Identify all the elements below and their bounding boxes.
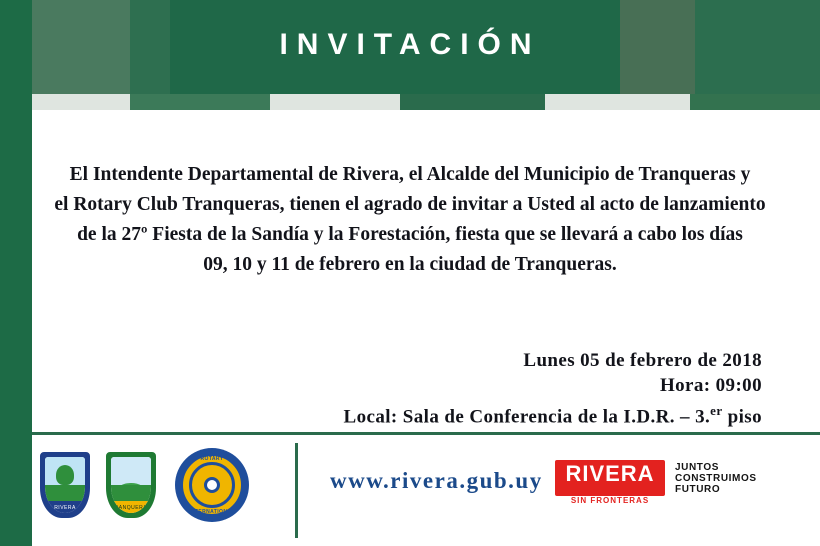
- invitation-line-1: El Intendente Departamental de Rivera, el Alcalde del Municipio de Tranqueras y: [69, 164, 751, 185]
- header-block-2: [130, 94, 270, 110]
- rivera-logo: [555, 460, 785, 510]
- escudo-rivera-icon: [40, 452, 90, 518]
- rotary-top-label: ROTARY: [200, 456, 224, 462]
- left-green-band: [0, 0, 32, 546]
- rivera-logo-word: RIVERA: [565, 461, 655, 486]
- escudo-tranqueras-label: TRANQUERAS: [111, 504, 151, 511]
- website-url[interactable]: www.rivera.gub.uy: [330, 468, 543, 493]
- event-location-prefix: Local: Sala de Conferencia de la I.D.R. – 3.: [343, 406, 711, 428]
- header-block-group: [0, 94, 820, 110]
- rivera-logo-subtitle: SIN FRONTERAS: [570, 496, 650, 505]
- header-block-5: [545, 94, 690, 110]
- invitation-text: [40, 160, 780, 280]
- rivera-tagline-line-1: JUNTOS: [675, 462, 719, 473]
- event-location-ordinal: er: [710, 403, 723, 418]
- invitation-line-2: el Rotary Club Tranqueras, tienen el agrado de invitar a Usted al acto de lanzamiento: [54, 194, 766, 215]
- event-details: [344, 348, 762, 429]
- footer-vertical-divider: [295, 443, 298, 538]
- invitation-line-3: de la 27º Fiesta de la Sandía y la Forestación, fiesta que se llevará a cabo los días: [77, 224, 743, 245]
- event-location: [344, 398, 762, 429]
- header-banner: [0, 0, 820, 110]
- rivera-tagline-line-3: FUTURO: [675, 484, 721, 495]
- escudo-rivera-label: RIVERA: [54, 504, 76, 511]
- event-date: Lunes 05 de febrero de 2018: [523, 350, 762, 371]
- rotary-bottom-label: INTERNATIONAL: [189, 509, 235, 515]
- header-block-6: [690, 94, 820, 110]
- rotary-wheel-icon: [175, 448, 249, 522]
- header-block-3: [270, 94, 400, 110]
- header-block-4: [400, 94, 545, 110]
- rivera-tagline-line-2: CONSTRUIMOS: [675, 473, 757, 484]
- invitation-line-4: 09, 10 y 11 de febrero en la ciudad de Tranqueras.: [203, 254, 617, 275]
- event-location-end: piso: [722, 406, 762, 428]
- rivera-logo-tagline: [675, 462, 757, 495]
- footer-emblems: [40, 452, 285, 534]
- escudo-tranqueras-icon: [106, 452, 156, 518]
- page-title: INVITACIÓN: [279, 28, 541, 61]
- event-time: Hora: 09:00: [659, 375, 762, 396]
